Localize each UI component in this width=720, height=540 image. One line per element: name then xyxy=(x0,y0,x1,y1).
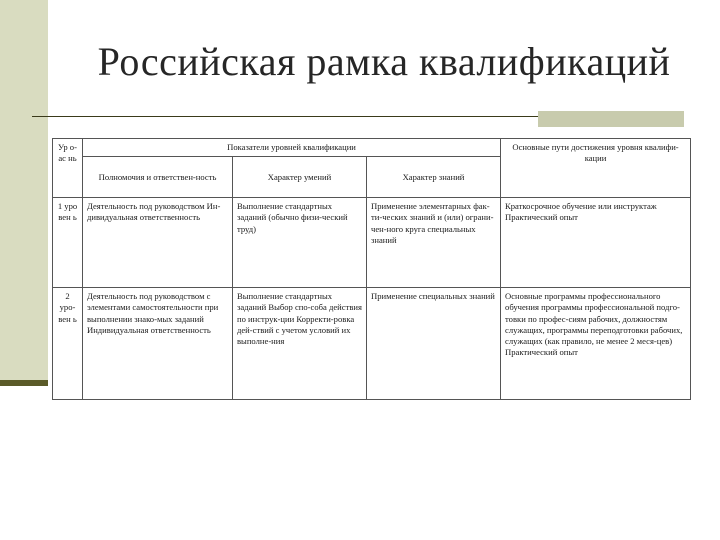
row-level: 1 уро вен ь xyxy=(53,198,83,288)
left-decor-band xyxy=(0,0,48,384)
header-skills: Характер умений xyxy=(233,157,367,198)
table-row xyxy=(53,198,691,288)
header-level: Ур о-ас нь xyxy=(53,139,83,198)
row-knowledge: Применение элементарных фак-ти-ческих знаний и (или) ограни-чен-ного круга специальных знаний xyxy=(367,198,501,288)
row-paths: Краткосрочное обучение или инструктаж Практический опыт xyxy=(501,198,691,288)
header-authority: Полномочия и ответствен-ность xyxy=(83,157,233,198)
header-paths: Основные пути достижения уровня квалифи-кации xyxy=(501,139,691,198)
header-knowledge: Характер знаний xyxy=(367,157,501,198)
row-authority: Деятельность под руководством с элементами самостоятельности при выполнении знако-мых заданий Индивидуальная ответственность xyxy=(83,288,233,400)
row-paths: Основные программы профессионального обучения программы профессиональной подго-товки по профес-сиям рабочих, должностям служащих, программы переподготовки рабочих, служащих (как правило, не менее 2 меся-цев) Практический опыт xyxy=(501,288,691,400)
title-underline-accent xyxy=(538,111,684,127)
header-indicators-group: Показатели уровней квалификации xyxy=(83,139,501,157)
qualification-table xyxy=(52,138,691,400)
row-authority: Деятельность под руководством Ин-дивидуальная ответственность xyxy=(83,198,233,288)
table-row xyxy=(53,288,691,400)
left-decor-band-edge xyxy=(0,380,48,386)
row-level: 2 уро-вен ь xyxy=(53,288,83,400)
row-knowledge: Применение специальных знаний xyxy=(367,288,501,400)
row-skills: Выполнение стандартных заданий (обычно физи-ческий труд) xyxy=(233,198,367,288)
table-header-row-1 xyxy=(53,139,691,157)
slide-title: Российская рамка квалификаций xyxy=(97,39,671,84)
row-skills: Выполнение стандартных заданий Выбор спо-соба действия по инструк-ции Корректи-ровка дей-ствий с учетом условий их выполне-ния xyxy=(233,288,367,400)
